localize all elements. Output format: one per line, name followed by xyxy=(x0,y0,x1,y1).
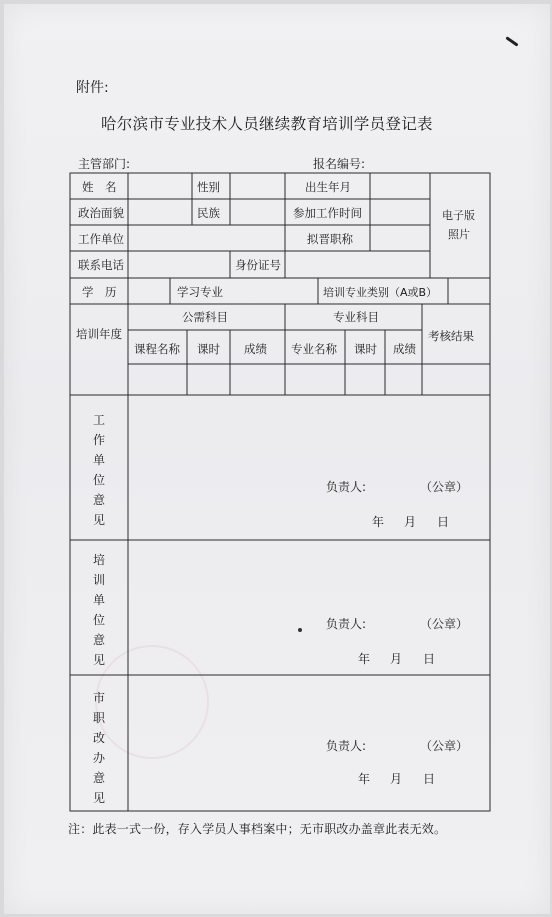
course-name-label: 课程名称 xyxy=(134,342,180,356)
employer-day-label: 日 xyxy=(437,515,450,529)
assessment-result-label: 考核结果 xyxy=(428,329,474,343)
major-label: 学习专业 xyxy=(177,285,223,299)
name-label: 姓 名 xyxy=(82,180,117,194)
employer-opinion-label: 工作单位意见 xyxy=(92,413,105,527)
training-unit-year-label: 年 xyxy=(358,652,371,666)
professional-courses-label: 专业科目 xyxy=(333,310,379,324)
training-unit-day-label: 日 xyxy=(423,652,436,666)
footer-note: 注：此表一式一份，存入学员人事档案中；无市职改办盖章此表无效。 xyxy=(68,822,447,836)
work-start-label: 参加工作时间 xyxy=(293,206,362,220)
training-unit-month-label: 月 xyxy=(390,652,403,666)
department-label: 主管部门: xyxy=(78,157,131,171)
training-unit-person-label: 负责人: xyxy=(326,617,367,631)
faint-stamp-trace xyxy=(95,645,209,759)
gender-label: 性别 xyxy=(197,180,220,194)
document-page xyxy=(4,4,550,914)
employer-person-label: 负责人: xyxy=(326,480,367,494)
major-name-label: 专业名称 xyxy=(291,342,337,356)
photo-label-line1: 电子版 xyxy=(442,209,475,222)
training-year-label: 培训年度 xyxy=(76,327,122,341)
ink-dot xyxy=(298,628,302,632)
training-unit-opinion-label: 培训单位意见 xyxy=(92,553,105,667)
professional-hours-label: 课时 xyxy=(354,342,377,356)
employer-month-label: 月 xyxy=(404,515,417,529)
city-office-month-label: 月 xyxy=(390,772,403,786)
id-card-label: 身份证号 xyxy=(235,258,281,272)
professional-score-label: 成绩 xyxy=(393,342,416,356)
city-office-opinion-label: 市职改办意见 xyxy=(92,691,105,805)
political-status-label: 政治面貌 xyxy=(78,206,124,220)
training-unit-seal-label: （公章） xyxy=(420,617,469,631)
city-office-day-label: 日 xyxy=(423,772,436,786)
employer-label: 工作单位 xyxy=(78,232,124,246)
hours-label: 课时 xyxy=(197,342,220,356)
score-label: 成绩 xyxy=(244,342,267,356)
public-courses-label: 公需科目 xyxy=(182,310,228,324)
employer-year-label: 年 xyxy=(372,515,385,529)
city-office-person-label: 负责人: xyxy=(326,739,367,753)
title-applied-label: 拟晋职称 xyxy=(307,232,353,246)
city-office-year-label: 年 xyxy=(358,772,371,786)
form-title: 哈尔滨市专业技术人员继续教育培训学员登记表 xyxy=(101,115,433,133)
education-label: 学 历 xyxy=(82,285,117,299)
ethnicity-label: 民族 xyxy=(197,206,220,220)
city-office-seal-label: （公章） xyxy=(420,739,469,753)
training-category-label: 培训专业类别（A或B） xyxy=(323,286,438,299)
photo-label-line2: 照片 xyxy=(448,228,470,241)
employer-seal-label: （公章） xyxy=(420,480,469,494)
birth-date-label: 出生年月 xyxy=(305,180,351,194)
phone-label: 联系电话 xyxy=(78,258,124,272)
registration-number-label: 报名编号: xyxy=(313,157,366,171)
annex-label: 附件: xyxy=(76,80,109,96)
